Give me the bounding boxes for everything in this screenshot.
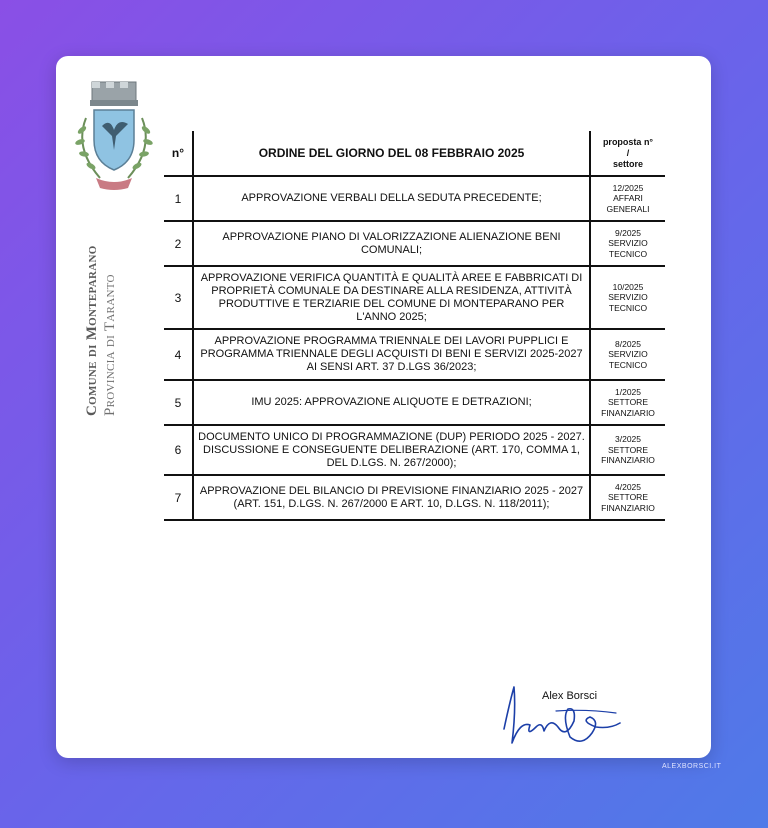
header-proposal	[590, 131, 665, 176]
row-number: 7	[164, 475, 193, 520]
header-proposal-line3: settore	[612, 158, 643, 169]
signer-name: Alex Borsci	[542, 690, 598, 702]
proposal-sector-detail: TECNICO	[608, 302, 648, 313]
agenda-table	[164, 131, 665, 521]
proposal-sector-detail: FINANZIARIO	[601, 407, 655, 418]
proposal-sector: SERVIZIO	[608, 349, 648, 360]
proposal-number: 1/2025	[615, 386, 641, 397]
header-number: n°	[164, 131, 193, 176]
table-row	[164, 475, 665, 520]
row-proposal	[590, 266, 665, 329]
proposal-sector: SETTORE	[608, 444, 648, 455]
proposal-sector-detail: FINANZIARIO	[601, 455, 655, 466]
row-number: 4	[164, 329, 193, 380]
table-header-row	[164, 131, 665, 176]
row-description: APPROVAZIONE PIANO DI VALORIZZAZIONE ALIENAZIONE BENI COMUNALI;	[193, 221, 590, 266]
row-proposal	[590, 176, 665, 221]
document-card	[56, 56, 711, 758]
row-number: 5	[164, 380, 193, 425]
row-proposal	[590, 380, 665, 425]
row-number: 1	[164, 176, 193, 221]
table-row	[164, 266, 665, 329]
header-title: ORDINE DEL GIORNO DEL 08 FEBBRAIO 2025	[193, 131, 590, 176]
proposal-sector-detail: FINANZIARIO	[601, 502, 655, 513]
proposal-number: 12/2025	[612, 182, 644, 193]
watermark: ALEXBORSCI.IT	[662, 763, 722, 770]
proposal-sector: SETTORE	[608, 492, 648, 503]
proposal-number: 4/2025	[615, 481, 641, 492]
proposal-sector: AFFARI	[613, 193, 643, 204]
row-description: APPROVAZIONE PROGRAMMA TRIENNALE DEI LAVORI PUPPLICI E PROGRAMMA TRIENNALE DEGLI ACQUISTI DI BENI E SERVIZI 2025-2027 AI SENSI ART. 37 D.LGS 36/2023;	[193, 329, 590, 380]
row-proposal	[590, 329, 665, 380]
table-row	[164, 176, 665, 221]
row-number: 3	[164, 266, 193, 329]
proposal-sector-detail: GENERALI	[606, 203, 650, 214]
row-description: APPROVAZIONE VERIFICA QUANTITÀ E QUALITÀ AREE E FABBRICATI DI PROPRIETÀ COMUNALE DA DESTINARE ALLA RESIDENZA, ATTIVITÀ PRODUTTIVE E TERZIARIE DEL COMUNE DI MONTEPARANO PER L'ANNO 2025;	[193, 266, 590, 329]
proposal-sector: SERVIZIO	[608, 238, 648, 249]
proposal-number: 8/2025	[615, 338, 641, 349]
row-description: APPROVAZIONE VERBALI DELLA SEDUTA PRECEDENTE;	[193, 176, 590, 221]
proposal-number: 9/2025	[615, 227, 641, 238]
municipality-heading	[84, 245, 119, 416]
proposal-sector: SETTORE	[608, 397, 648, 408]
row-description: DOCUMENTO UNICO DI PROGRAMMAZIONE (DUP) PERIODO 2025 - 2027. DISCUSSIONE E CONSEGUENTE DELIBERAZIONE (ART. 170, COMMA 1, DEL D.LGS. N. 267/2000);	[193, 425, 590, 475]
row-proposal	[590, 221, 665, 266]
table-row	[164, 425, 665, 475]
table-row	[164, 329, 665, 380]
table-row	[164, 380, 665, 425]
header-proposal-line2: /	[626, 147, 630, 158]
proposal-number: 3/2025	[615, 434, 641, 445]
row-number: 6	[164, 425, 193, 475]
row-description: APPROVAZIONE DEL BILANCIO DI PREVISIONE FINANZIARIO 2025 - 2027 (ART. 151, D.LGS. N. 267/2000 E ART. 10, D.LGS. N. 118/2011);	[193, 475, 590, 520]
proposal-number: 10/2025	[612, 281, 644, 292]
municipal-crest-icon	[66, 78, 162, 198]
municipality-name: Comune di Monteparano	[84, 245, 100, 416]
province-name: Provincia di Taranto	[102, 274, 118, 416]
row-proposal	[590, 475, 665, 520]
row-proposal	[590, 425, 665, 475]
proposal-sector-detail: TECNICO	[608, 248, 648, 259]
proposal-sector: SERVIZIO	[608, 292, 648, 303]
header-proposal-line1: proposta n°	[602, 136, 654, 147]
proposal-sector-detail: TECNICO	[608, 359, 648, 370]
table-row	[164, 221, 665, 266]
row-description: IMU 2025: APPROVAZIONE ALIQUOTE E DETRAZIONI;	[193, 380, 590, 425]
row-number: 2	[164, 221, 193, 266]
